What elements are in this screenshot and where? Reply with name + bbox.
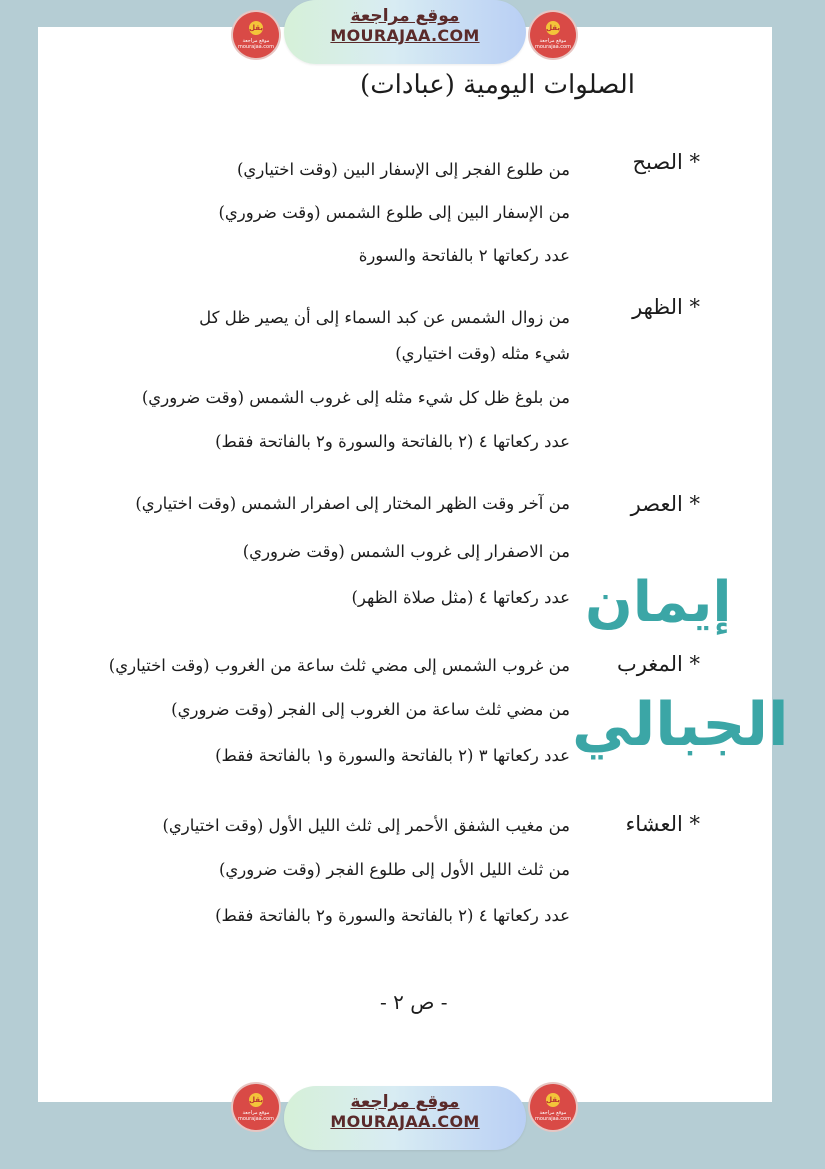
maghrib-line-2: من مضي ثلث ساعة من الغروب إلى الفجر (وقت ضروري)	[171, 700, 570, 719]
site-logo-right-bottom	[530, 1084, 576, 1130]
subh-line-3: عدد ركعاتها ٢ بالفاتحة والسورة	[358, 246, 570, 265]
asr-line-2: من الاصفرار إلى غروب الشمس (وقت ضروري)	[242, 542, 570, 561]
logo-caption: موقع مراجعة mourajaa.com	[237, 38, 274, 50]
section-heading-dhuhr: * الظهر	[632, 295, 700, 319]
logo-badge-icon: بقل	[249, 1093, 263, 1107]
section-heading-subh: * الصبح	[632, 150, 700, 174]
site-logo-right-top	[530, 12, 576, 58]
section-name: الظهر	[632, 295, 683, 319]
banner-latin[interactable]: MOURAJAA.COM	[330, 26, 480, 45]
dhuhr-line-1: من زوال الشمس عن كبد السماء إلى أن يصير ظل كل	[199, 308, 570, 327]
subh-line-2: من الإسفار البين إلى طلوع الشمس (وقت ضروري)	[218, 203, 570, 222]
asr-line-1: من آخر وقت الظهر المختار إلى اصفرار الشمس (وقت اختياري)	[135, 494, 570, 513]
logo-caption: موقع مراجعة mourajaa.com	[534, 1110, 571, 1122]
document-title: الصلوات اليومية (عبادات)	[360, 70, 635, 100]
section-name: العصر	[630, 492, 683, 516]
section-heading-asr: * العصر	[630, 492, 700, 516]
maghrib-line-3: عدد ركعاتها ٣ (٢ بالفاتحة والسورة و١ بالفاتحة فقط)	[215, 746, 570, 765]
dhuhr-line-3: من بلوغ ظل كل شيء مثله إلى غروب الشمس (وقت ضروري)	[141, 388, 570, 407]
site-logo-left-bottom	[233, 1084, 279, 1130]
section-name: العشاء	[625, 812, 683, 836]
section-name: المغرب	[616, 652, 683, 676]
site-banner-bottom[interactable]	[284, 1086, 526, 1150]
logo-caption: موقع مراجعة mourajaa.com	[534, 38, 571, 50]
watermark-name-line2: الجبالي	[572, 690, 789, 760]
isha-line-1: من مغيب الشفق الأحمر إلى ثلث الليل الأول (وقت اختياري)	[162, 816, 570, 835]
logo-badge-icon: بقل	[249, 21, 263, 35]
site-banner-top[interactable]	[284, 0, 526, 64]
isha-line-3: عدد ركعاتها ٤ (٢ بالفاتحة والسورة و٢ بالفاتحة فقط)	[215, 906, 570, 925]
logo-caption: موقع مراجعة mourajaa.com	[237, 1110, 274, 1122]
maghrib-line-1: من غروب الشمس إلى مضي ثلث ساعة من الغروب (وقت اختياري)	[108, 656, 570, 675]
subh-line-1: من طلوع الفجر إلى الإسفار البين (وقت اختياري)	[236, 160, 570, 179]
logo-badge-icon: بقل	[546, 21, 560, 35]
section-heading-isha: * العشاء	[625, 812, 700, 836]
watermark-name-line1: إيمان	[585, 570, 732, 635]
document-page	[38, 27, 772, 1102]
dhuhr-line-4: عدد ركعاتها ٤ (٢ بالفاتحة والسورة و٢ بالفاتحة فقط)	[215, 432, 570, 451]
page-number: - ص ٢ -	[380, 990, 448, 1014]
banner-arabic[interactable]: موقع مراجعة	[350, 1092, 460, 1112]
site-logo-left-top	[233, 12, 279, 58]
asr-line-3: عدد ركعاتها ٤ (مثل صلاة الظهر)	[351, 588, 570, 607]
dhuhr-line-2: شيء مثله (وقت اختياري)	[395, 344, 570, 363]
section-heading-maghrib: * المغرب	[616, 652, 700, 676]
logo-badge-icon: بقل	[546, 1093, 560, 1107]
banner-arabic[interactable]: موقع مراجعة	[350, 6, 460, 26]
isha-line-2: من ثلث الليل الأول إلى طلوع الفجر (وقت ضروري)	[218, 860, 570, 879]
banner-latin[interactable]: MOURAJAA.COM	[330, 1112, 480, 1131]
section-name: الصبح	[632, 150, 683, 174]
